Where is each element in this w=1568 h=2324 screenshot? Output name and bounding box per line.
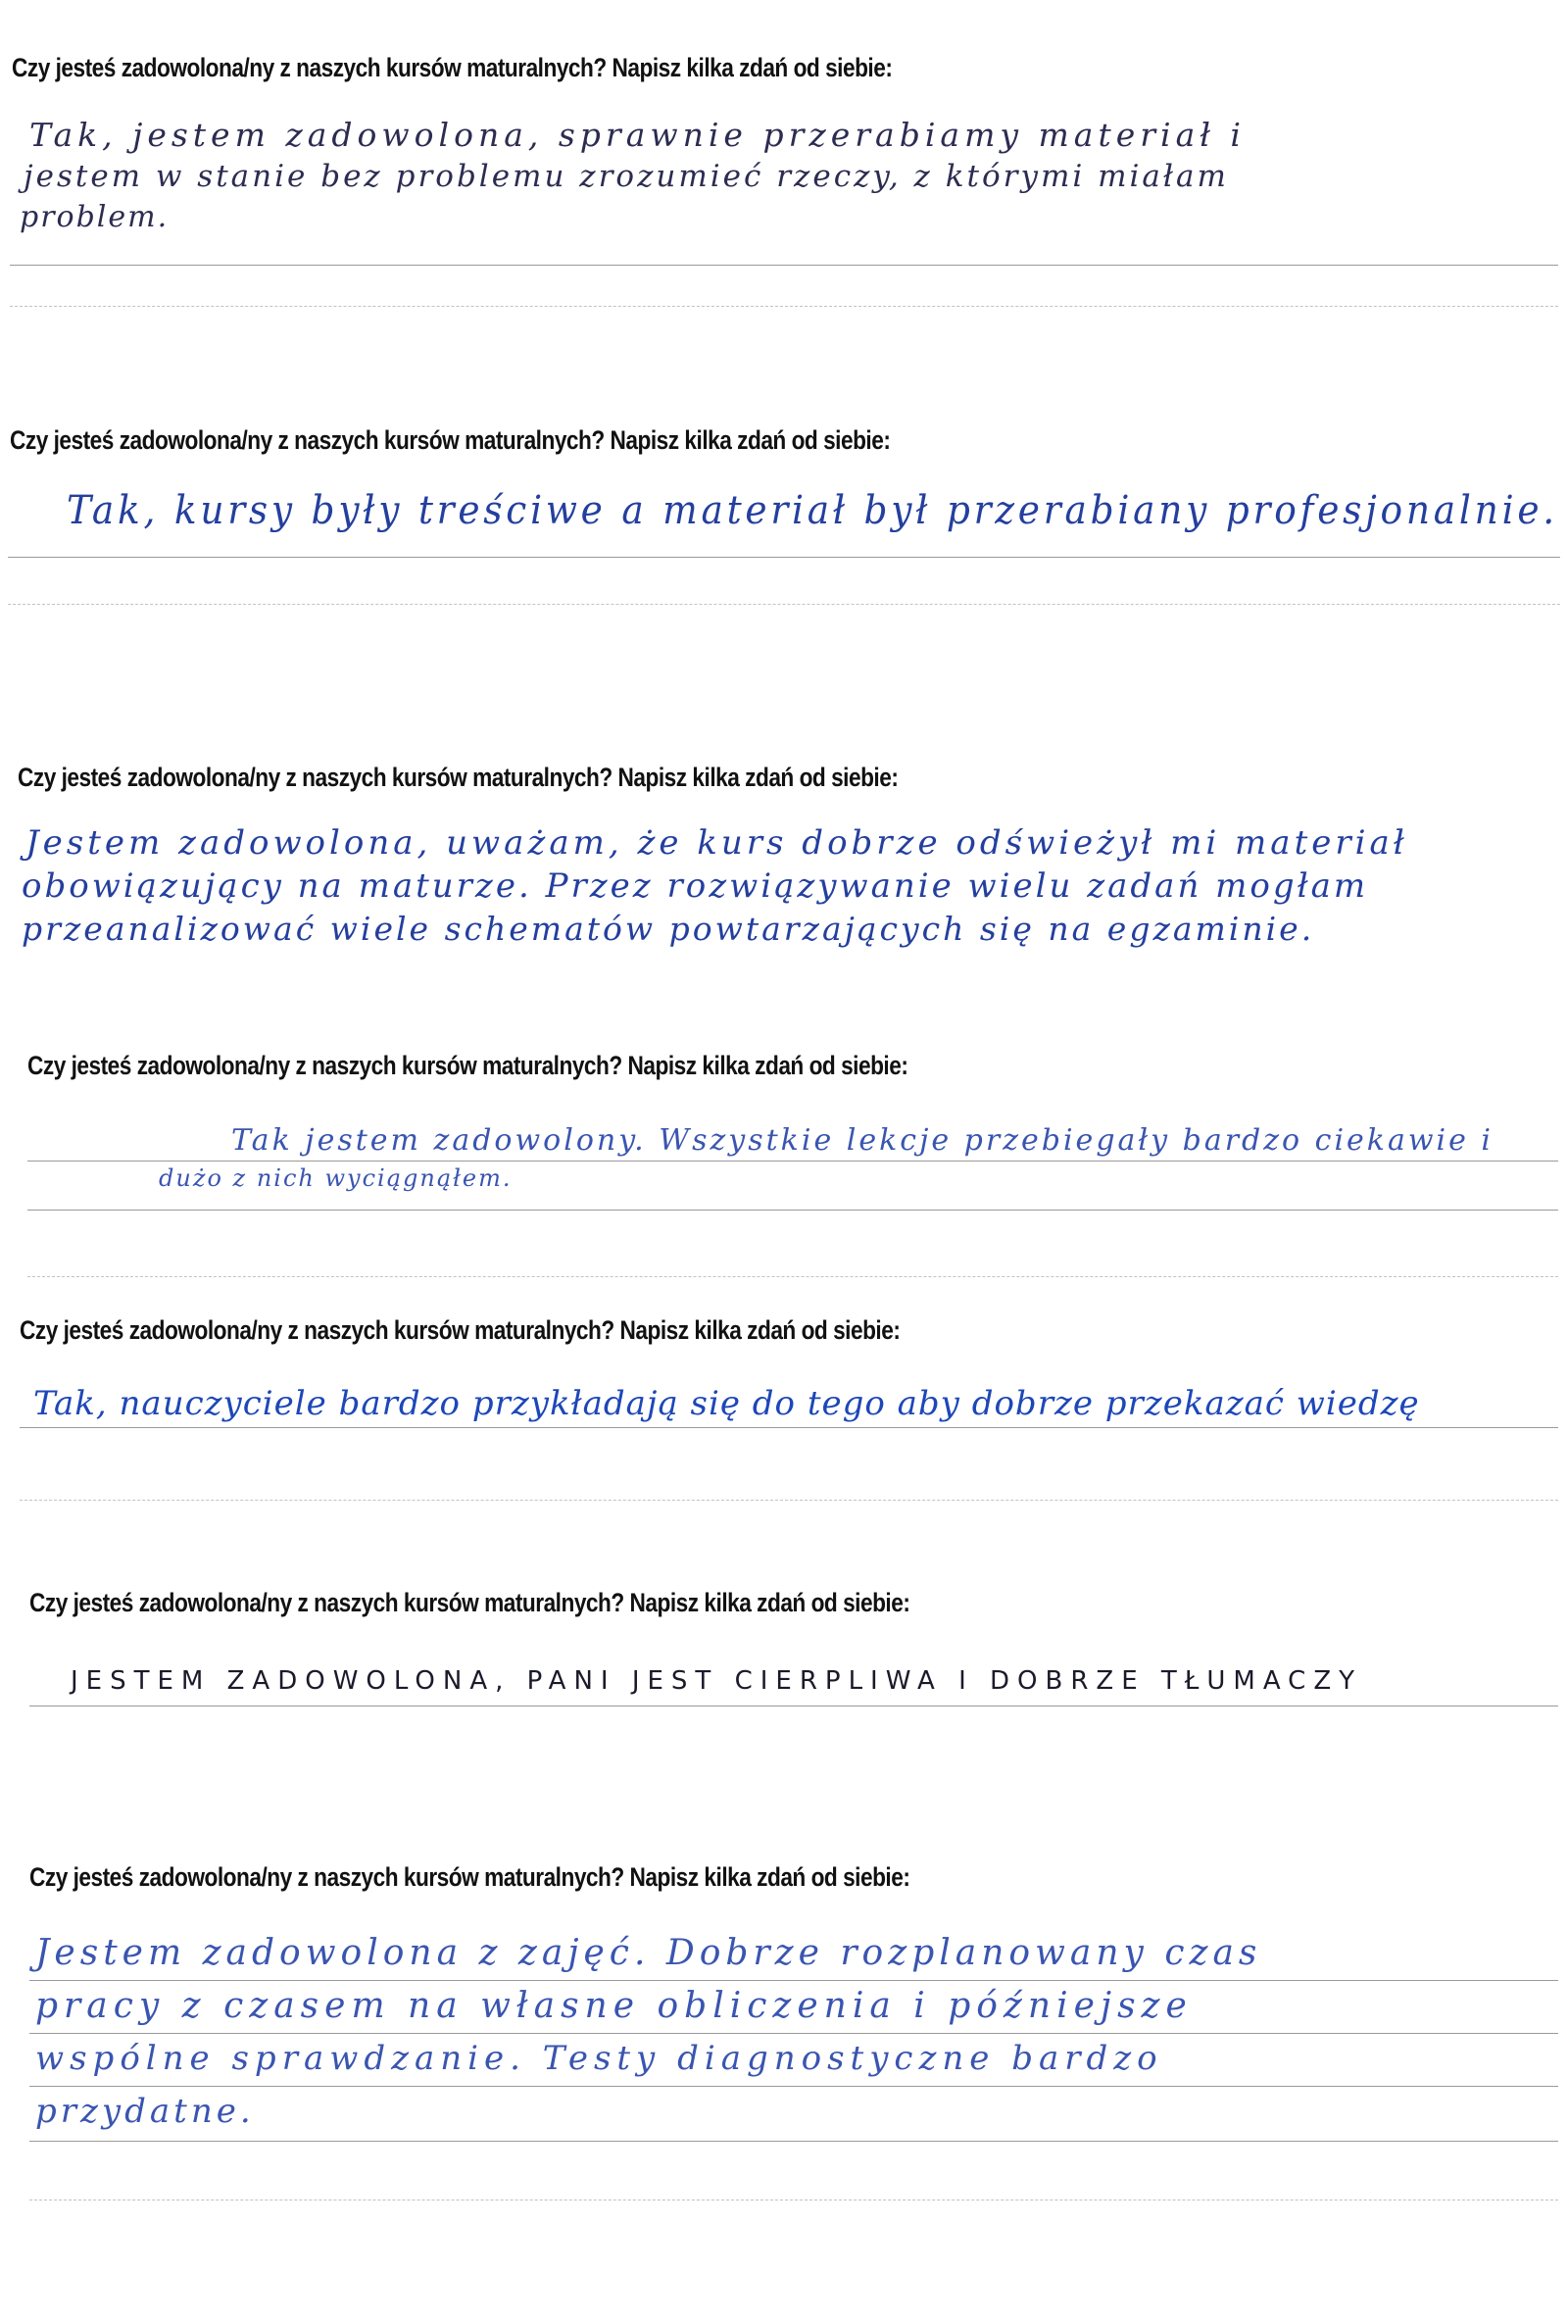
answer-rule	[8, 557, 1560, 558]
answer-line: obowiązujący na maturze. Przez rozwiązywanie wielu zadań mogłam	[22, 866, 1369, 906]
answer-rule	[27, 1161, 1558, 1162]
question-label: Czy jesteś zadowolona/ny z naszych kursów maturalnych? Napisz kilka zdań od siebie:	[12, 53, 893, 82]
answer-line: Jestem zadowolona z zajęć. Dobrze rozplanowany czas	[35, 1933, 1262, 1973]
response-block-7	[0, 1823, 1568, 2324]
response-block-1	[0, 0, 1568, 323]
answer-rule	[29, 2141, 1558, 2142]
answer-line: Tak, jestem zadowolona, sprawnie przerabiamy materiał i	[29, 116, 1246, 154]
answer-rule	[8, 604, 1560, 605]
question-label: Czy jesteś zadowolona/ny z naszych kursów maturalnych? Napisz kilka zdań od siebie:	[29, 1862, 910, 1892]
answer-rule	[29, 2033, 1558, 2034]
answer-line: przeanalizować wiele schematów powtarzających się na egzaminie.	[22, 910, 1315, 948]
response-block-2	[0, 323, 1568, 637]
question-label: Czy jesteś zadowolona/ny z naszych kursów maturalnych? Napisz kilka zdań od siebie:	[29, 1588, 910, 1617]
answer-line: JESTEM ZADOWOLONA, PANI JEST CIERPLIWA I DOBRZE TŁUMACZY	[71, 1666, 1363, 1696]
response-block-6	[0, 1568, 1568, 1823]
response-block-5	[0, 1304, 1568, 1568]
answer-line: pracy z czasem na własne obliczenia i późniejsze	[35, 1986, 1193, 2026]
answer-rule	[29, 1980, 1558, 1981]
answer-line: problem.	[20, 200, 170, 234]
answer-rule	[27, 1210, 1558, 1211]
question-label: Czy jesteś zadowolona/ny z naszych kursów maturalnych? Napisz kilka zdań od siebie:	[10, 425, 891, 455]
answer-line: Tak jestem zadowolony. Wszystkie lekcje przebiegały bardzo ciekawie i	[231, 1123, 1494, 1158]
answer-rule	[20, 1500, 1558, 1501]
answer-line: Jestem zadowolona, uważam, że kurs dobrze odświeżył mi materiał	[25, 823, 1408, 863]
answer-line: przydatne.	[35, 2092, 255, 2131]
answer-rule	[10, 306, 1558, 307]
answer-line: wspólne sprawdzanie. Testy diagnostyczne bardzo	[35, 2039, 1163, 2078]
response-block-3	[0, 637, 1568, 1029]
question-label: Czy jesteś zadowolona/ny z naszych kursów maturalnych? Napisz kilka zdań od siebie:	[18, 763, 899, 792]
question-label: Czy jesteś zadowolona/ny z naszych kursów maturalnych? Napisz kilka zdań od siebie:	[27, 1051, 908, 1080]
answer-rule	[27, 1276, 1558, 1277]
answer-line: jestem w stanie bez problemu zrozumieć rzeczy, z którymi miałam	[24, 159, 1229, 194]
answer-line: Tak, nauczyciele bardzo przykładają się do tego aby dobrze przekazać wiedzę	[33, 1384, 1420, 1423]
answer-rule	[29, 2086, 1558, 2087]
response-block-4	[0, 1029, 1568, 1304]
answer-rule	[10, 265, 1558, 266]
question-label: Czy jesteś zadowolona/ny z naszych kursów maturalnych? Napisz kilka zdań od siebie:	[20, 1315, 901, 1345]
answer-line: dużo z nich wyciągnąłem.	[159, 1164, 513, 1192]
answer-rule	[20, 1427, 1558, 1428]
answer-line: Tak, kursy były treściwe a materiał był przerabiany profesjonalnie.	[67, 488, 1558, 533]
